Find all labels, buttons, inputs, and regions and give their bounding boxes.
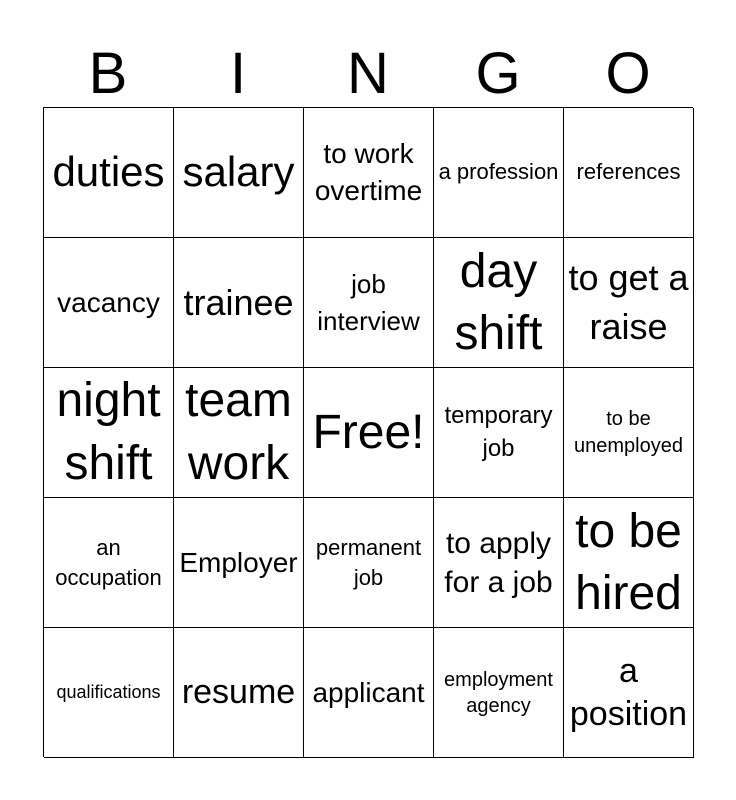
bingo-cell[interactable]	[564, 108, 694, 238]
bingo-cell[interactable]	[304, 368, 434, 498]
bingo-cell-text: temporary job	[444, 402, 553, 462]
bingo-cell[interactable]	[44, 628, 174, 758]
header-letter-i: I	[229, 41, 247, 106]
bingo-cell-text: a profession	[438, 159, 559, 185]
bingo-cell-text: a position	[569, 652, 688, 733]
bingo-cell-text: trainee	[183, 281, 294, 323]
bingo-cell-text: qualifications	[56, 681, 161, 702]
bingo-cell[interactable]	[174, 368, 304, 498]
bingo-cell-text: to apply for a job	[444, 526, 553, 599]
bingo-cell-text: Employer	[179, 546, 298, 578]
bingo-cell[interactable]	[174, 238, 304, 368]
bingo-cell-text: team work	[185, 374, 292, 490]
bingo-cell[interactable]	[174, 628, 304, 758]
bingo-cell-text: Free!	[312, 405, 425, 459]
bingo-cell-text: to be unemployed	[574, 407, 683, 457]
bingo-cell-text: salary	[182, 148, 295, 196]
bingo-cell[interactable]	[434, 628, 564, 758]
bingo-cell[interactable]	[174, 498, 304, 628]
bingo-cell-text: employment agency	[444, 668, 553, 717]
bingo-cell[interactable]	[434, 368, 564, 498]
bingo-cell[interactable]	[564, 238, 694, 368]
bingo-cell-text: night shift	[56, 374, 161, 490]
bingo-cell[interactable]	[434, 498, 564, 628]
bingo-cell[interactable]	[44, 108, 174, 238]
bingo-cell[interactable]	[434, 238, 564, 368]
bingo-cell[interactable]	[564, 498, 694, 628]
header-letter-o: O	[605, 41, 651, 106]
bingo-cell-text: to be hired	[575, 505, 682, 620]
bingo-cell-text: to get a raise	[568, 256, 689, 347]
bingo-cell-text: references	[576, 159, 681, 185]
header-letter-g: G	[475, 41, 521, 106]
bingo-cell-text: job interview	[317, 269, 420, 336]
bingo-cell-text: vacancy	[57, 286, 160, 318]
bingo-cell[interactable]	[304, 238, 434, 368]
bingo-cell[interactable]	[44, 498, 174, 628]
bingo-cell[interactable]	[304, 628, 434, 758]
bingo-cell[interactable]	[44, 238, 174, 368]
bingo-cell[interactable]	[564, 368, 694, 498]
bingo-cell[interactable]	[304, 498, 434, 628]
bingo-cell[interactable]	[44, 368, 174, 498]
bingo-cell-text: permanent job	[315, 534, 422, 590]
header-letter-n: N	[347, 41, 389, 106]
bingo-cell-text: day shift	[454, 245, 543, 360]
bingo-cell[interactable]	[434, 108, 564, 238]
bingo-cell[interactable]	[174, 108, 304, 238]
bingo-cell-text: duties	[52, 148, 165, 196]
bingo-cell-text: an occupation	[55, 534, 162, 590]
bingo-grid	[43, 107, 693, 757]
bingo-cell-text: applicant	[312, 676, 425, 708]
bingo-cell[interactable]	[564, 628, 694, 758]
bingo-cell[interactable]	[304, 108, 434, 238]
header-letter-b: B	[88, 41, 128, 106]
bingo-cell-text: to work overtime	[314, 138, 423, 206]
bingo-header	[43, 40, 693, 108]
bingo-cell-text: resume	[181, 673, 296, 712]
